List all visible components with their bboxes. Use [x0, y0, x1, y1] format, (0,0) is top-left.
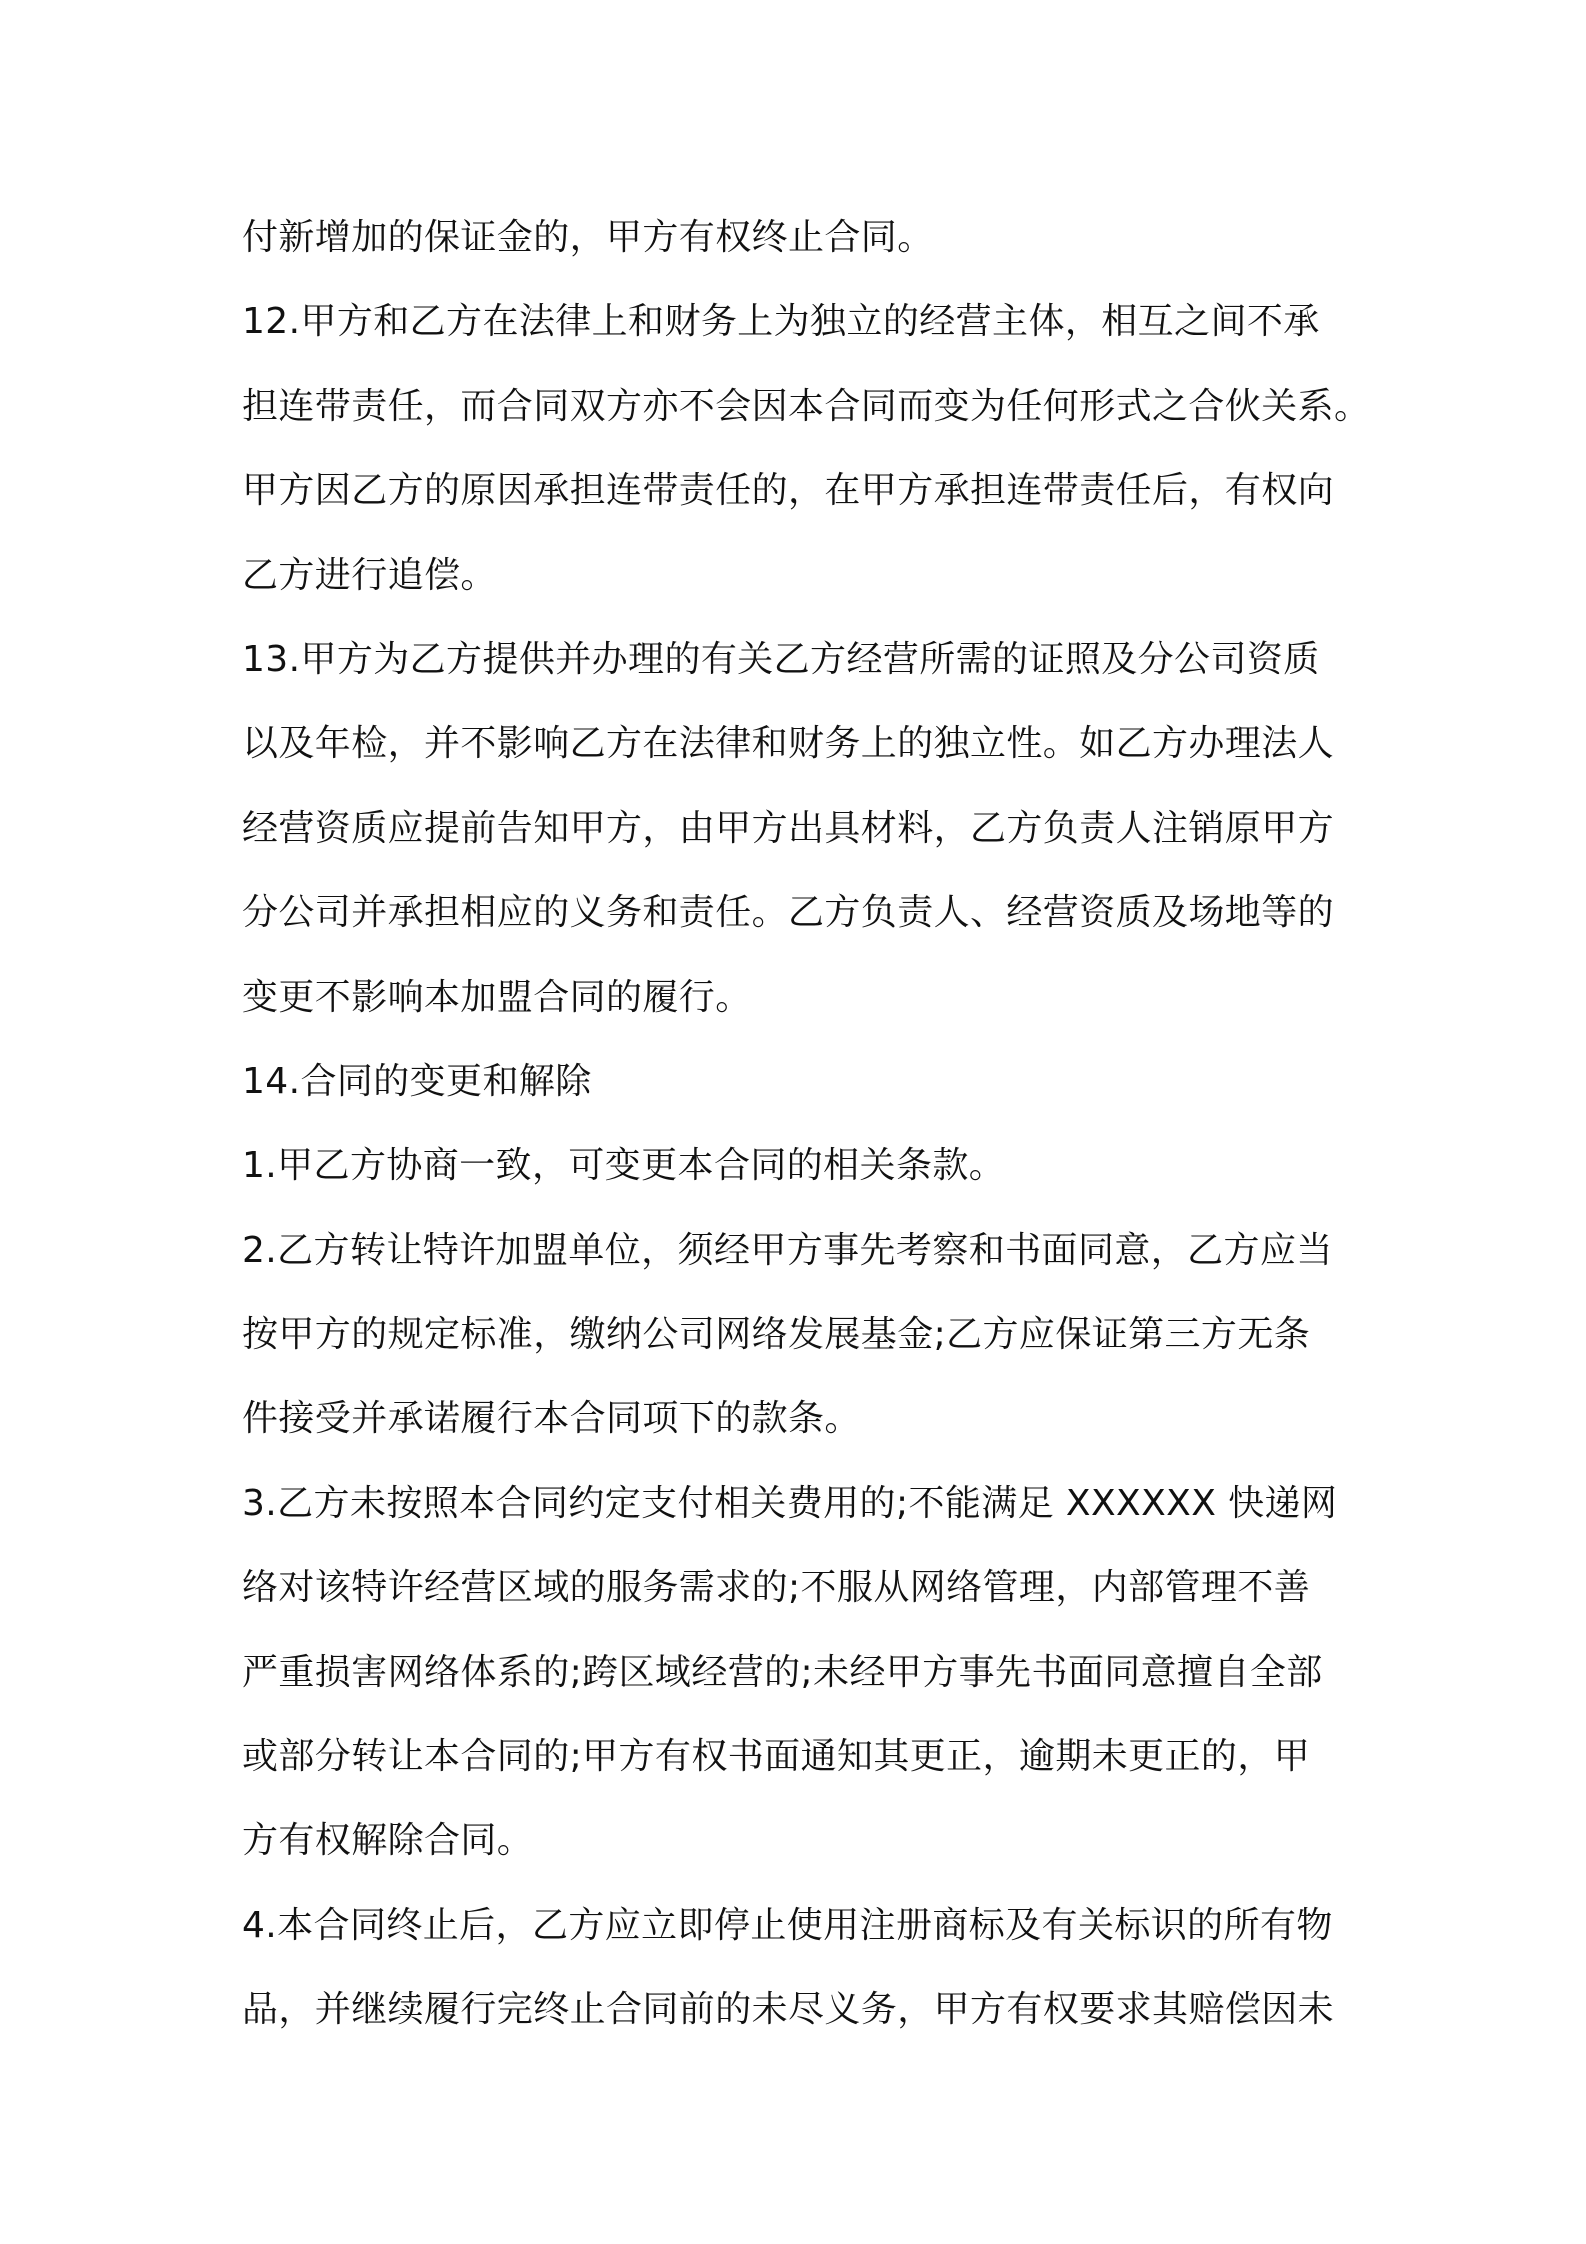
text-line: 12.甲方和乙方在法律上和财务上为独立的经营主体，相互之间不承 — [242, 301, 1320, 343]
text-line: 14.合同的变更和解除 — [242, 1060, 592, 1102]
text-line: 经营资质应提前告知甲方，由甲方出具材料，乙方负责人注销原甲方 — [242, 807, 1335, 849]
text-line: 方有权解除合同。 — [242, 1820, 534, 1862]
document-body — [242, 196, 1371, 2053]
text-line: 4.本合同终止后，乙方应立即停止使用注册商标及有关标识的所有物 — [242, 1904, 1333, 1946]
text-line: 以及年检，并不影响乙方在法律和财务上的独立性。如乙方办理法人 — [242, 723, 1335, 765]
text-line: 乙方进行追偿。 — [242, 554, 497, 596]
text-line: 严重损害网络体系的;跨区域经营的;未经甲方事先书面同意擅自全部 — [242, 1651, 1323, 1693]
text-line: 络对该特许经营区域的服务需求的;不服从网络管理，内部管理不善 — [242, 1567, 1311, 1609]
text-line: 担连带责任，而合同双方亦不会因本合同而变为任何形式之合伙关系。 — [242, 385, 1371, 427]
text-line: 变更不影响本加盟合同的履行。 — [242, 976, 752, 1018]
text-line: 13.甲方为乙方提供并办理的有关乙方经营所需的证照及分公司资质 — [242, 638, 1320, 680]
text-line: 按甲方的规定标准，缴纳公司网络发展基金;乙方应保证第三方无条 — [242, 1314, 1311, 1356]
text-line: 2.乙方转让特许加盟单位，须经甲方事先考察和书面同意，乙方应当 — [242, 1229, 1333, 1271]
text-line: 3.乙方未按照本合同约定支付相关费用的;不能满足 XXXXXX 快递网 — [242, 1482, 1338, 1524]
text-line: 品，并继续履行完终止合同前的未尽义务，甲方有权要求其赔偿因未 — [242, 1989, 1335, 2031]
text-line: 件接受并承诺履行本合同项下的款条。 — [242, 1398, 861, 1440]
text-line: 或部分转让本合同的;甲方有权书面通知其更正，逾期未更正的，甲 — [242, 1736, 1311, 1778]
text-line: 1.甲乙方协商一致，可变更本合同的相关条款。 — [242, 1145, 1006, 1187]
text-line: 甲方因乙方的原因承担连带责任的，在甲方承担连带责任后，有权向 — [242, 470, 1335, 512]
text-line: 付新增加的保证金的，甲方有权终止合同。 — [242, 217, 934, 258]
text-line: 分公司并承担相应的义务和责任。乙方负责人、经营资质及场地等的 — [242, 892, 1335, 934]
